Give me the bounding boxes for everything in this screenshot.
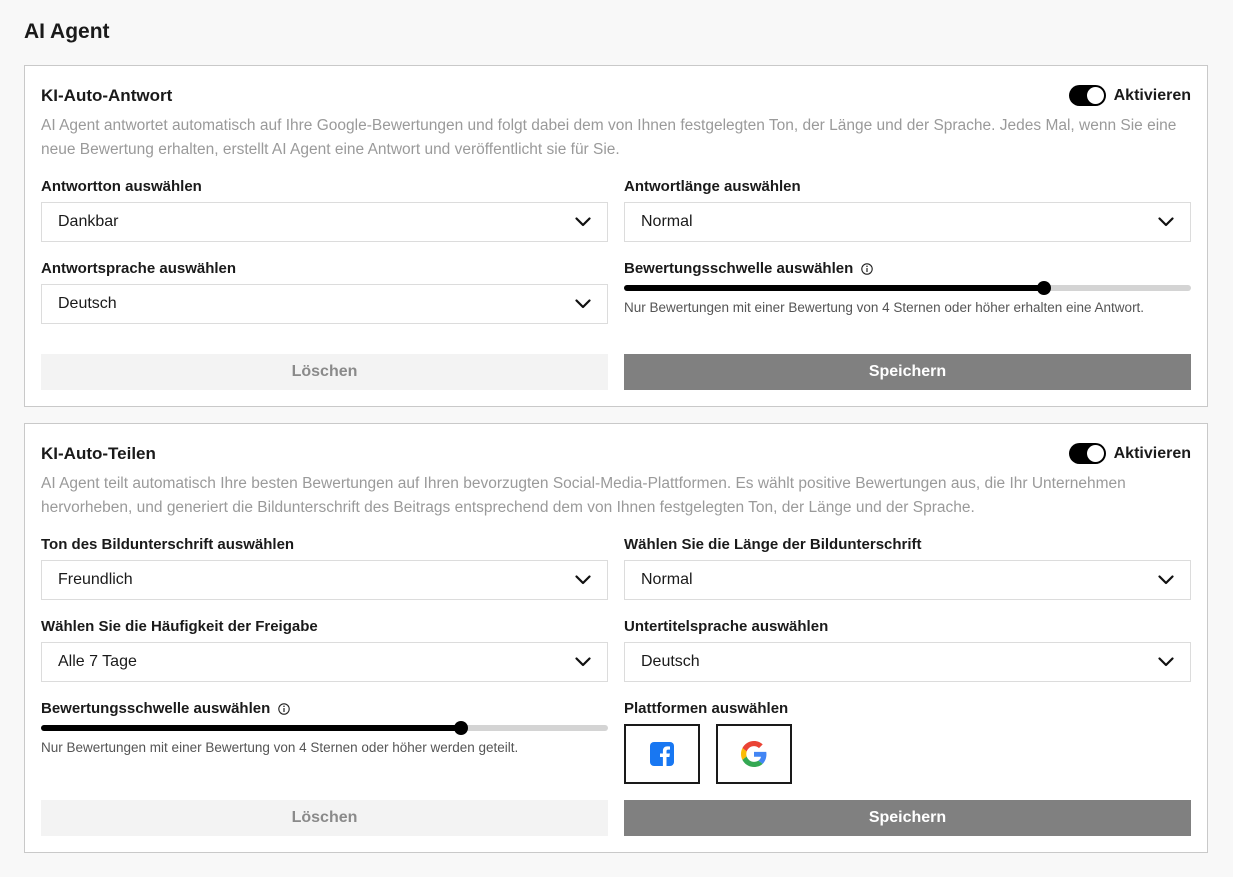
caption-tone-value: Freundlich xyxy=(58,571,133,588)
caption-language-value: Deutsch xyxy=(641,653,700,670)
reply-language-label: Antwortsprache auswählen xyxy=(41,260,237,277)
reply-tone-select[interactable] xyxy=(41,202,608,242)
caption-tone-select[interactable] xyxy=(41,560,608,600)
caption-length-select[interactable] xyxy=(624,560,1191,600)
toggle-knob xyxy=(1087,445,1104,462)
caption-tone-label: Ton des Bildunterschrift auswählen xyxy=(41,536,295,553)
auto-share-toggle-label: Aktivieren xyxy=(1113,444,1191,462)
reply-language-value: Deutsch xyxy=(58,295,117,312)
share-frequency-label: Wählen Sie die Häufigkeit der Freigabe xyxy=(41,618,318,635)
reply-clear-button[interactable]: Löschen xyxy=(41,354,608,390)
reply-save-button[interactable]: Speichern xyxy=(624,354,1191,390)
slider-fill xyxy=(41,725,461,731)
caption-length-label: Wählen Sie die Länge der Bildunterschrift xyxy=(624,536,922,553)
share-frequency-select[interactable] xyxy=(41,642,608,682)
share-threshold-label: Bewertungsschwelle auswählen xyxy=(41,700,290,717)
platform-google[interactable] xyxy=(716,724,792,784)
google-icon xyxy=(741,741,767,767)
toggle-knob xyxy=(1087,87,1104,104)
reply-threshold-helper: Nur Bewertungen mit einer Bewertung von 4 Sternen oder höher erhalten eine Antwort. xyxy=(624,300,1145,315)
auto-share-description: AI Agent teilt automatisch Ihre besten Bewertungen auf Ihren bevorzugten Social-Media-Plattformen. Es wählt positive Bewertungen aus, die Ihr Unternehmen hervorheben, und generiert die Bildunterschrift des Beitrags entsprechend dem von Ihnen festgelegten Ton, der Länge und der Sprache. xyxy=(41,475,1126,516)
chevron-down-icon xyxy=(1158,657,1174,667)
reply-length-value: Normal xyxy=(641,213,693,230)
page-title: AI Agent xyxy=(24,20,110,43)
auto-share-card xyxy=(24,423,1208,853)
auto-share-title: KI-Auto-Teilen xyxy=(41,444,156,463)
auto-reply-card xyxy=(24,65,1208,407)
reply-length-label: Antwortlänge auswählen xyxy=(624,178,801,195)
reply-threshold-slider[interactable] xyxy=(624,285,1191,291)
slider-fill xyxy=(624,285,1044,291)
facebook-icon xyxy=(650,742,674,766)
slider-thumb[interactable] xyxy=(1037,281,1051,295)
auto-reply-toggle-group xyxy=(1069,85,1191,106)
chevron-down-icon xyxy=(1158,575,1174,585)
auto-share-toggle[interactable] xyxy=(1069,443,1106,464)
auto-reply-toggle[interactable] xyxy=(1069,85,1106,106)
slider-thumb[interactable] xyxy=(454,721,468,735)
share-threshold-slider[interactable] xyxy=(41,725,608,731)
reply-threshold-label: Bewertungsschwelle auswählen xyxy=(624,260,873,277)
reply-tone-value: Dankbar xyxy=(58,213,119,230)
reply-tone-label: Antwortton auswählen xyxy=(41,178,202,195)
chevron-down-icon xyxy=(575,299,591,309)
share-save-button[interactable]: Speichern xyxy=(624,800,1191,836)
auto-reply-description: AI Agent antwortet automatisch auf Ihre Google-Bewertungen und folgt dabei dem von Ihnen festgelegten Ton, der Länge und der Sprache. Jedes Mal, wenn Sie eine neue Bewertung erhalten, erstellt AI Agent eine Antwort und veröffentlicht sie für Sie. xyxy=(41,117,1177,158)
chevron-down-icon xyxy=(575,217,591,227)
platform-facebook[interactable] xyxy=(624,724,700,784)
share-threshold-helper: Nur Bewertungen mit einer Bewertung von 4 Sternen oder höher werden geteilt. xyxy=(41,740,519,755)
share-frequency-value: Alle 7 Tage xyxy=(58,653,137,670)
platforms-label: Plattformen auswählen xyxy=(624,700,789,717)
info-icon[interactable] xyxy=(278,703,290,715)
auto-reply-title: KI-Auto-Antwort xyxy=(41,86,173,105)
auto-share-toggle-group xyxy=(1069,443,1191,464)
caption-language-label: Untertitelsprache auswählen xyxy=(624,618,829,635)
chevron-down-icon xyxy=(1158,217,1174,227)
chevron-down-icon xyxy=(575,575,591,585)
reply-language-select[interactable] xyxy=(41,284,608,324)
auto-reply-toggle-label: Aktivieren xyxy=(1113,86,1191,104)
caption-length-value: Normal xyxy=(641,571,693,588)
caption-language-select[interactable] xyxy=(624,642,1191,682)
chevron-down-icon xyxy=(575,657,591,667)
share-clear-button[interactable]: Löschen xyxy=(41,800,608,836)
reply-length-select[interactable] xyxy=(624,202,1191,242)
info-icon[interactable] xyxy=(861,263,873,275)
